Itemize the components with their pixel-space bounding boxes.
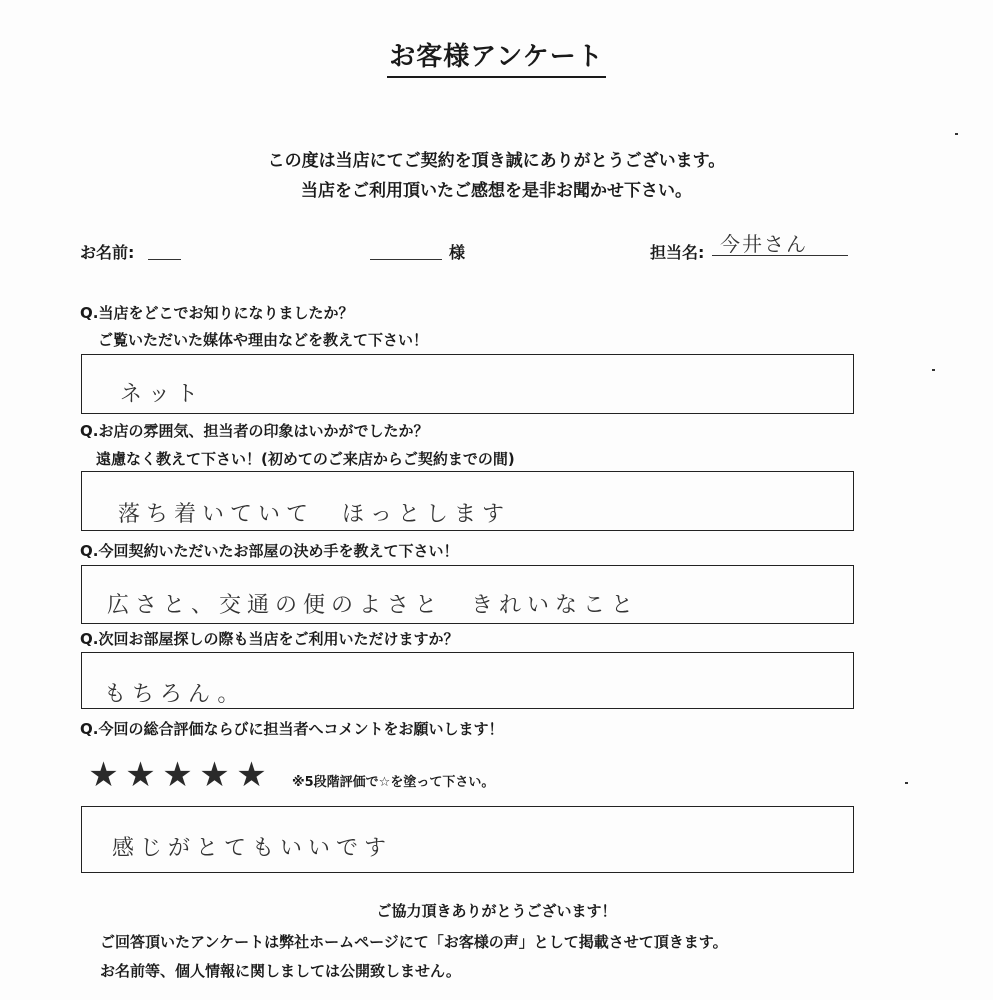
question-2-line-2: 遠慮なく教えて下さい！(初めてのご来店からご契約までの間) [96,450,515,468]
rating-stars [86,755,271,795]
answer-box-4 [81,652,854,709]
answer-box-3 [81,565,854,624]
star-icon: ★ [199,755,232,795]
answer-box-1 [81,354,854,414]
question-1-line-2: ご覧いただいた媒体や理由などを教えて下さい！ [98,331,429,349]
scan-speck [932,369,935,371]
footer-line-2: お名前等、個人情報に関しましては公開致しません。 [100,962,461,980]
scan-speck [955,133,958,135]
footer-line-1: ご回答頂いたアンケートは弊社ホームページにて「お客様の声」として掲載させて頂きます。 [100,933,728,951]
survey-title [0,36,993,78]
answer-3-handwritten: 広さと、交通の便のよさと きれいなこと [107,593,640,618]
name-label: お名前: [80,243,135,262]
star-icon: ★ [88,755,121,795]
staff-name-handwritten: 今井さん [720,232,808,256]
name-underline-left [148,259,181,260]
question-1-line-1: Q.当店をどこでお知りになりましたか？ [80,304,354,322]
rating-note: ※5段階評価で☆を塗って下さい。 [292,775,495,790]
intro-line-1: この度は当店にてご契約を頂き誠にありがとうございます。 [267,151,726,171]
answer-2-handwritten: 落ち着いていて ほっとします [118,502,511,527]
star-icon: ★ [125,755,158,795]
answer-1-handwritten: ネット [120,382,205,407]
question-4: Q.次回お部屋探しの際も当店をご利用いただけますか？ [80,630,459,648]
answer-5-handwritten: 感じがとてもいいです [112,836,393,861]
intro-line-2: 当店をご利用頂いたご感想を是非お聞かせ下さい。 [301,181,692,201]
question-5: Q.今回の総合評価ならびに担当者へコメントをお願いします！ [80,720,504,738]
staff-label: 担当名: [650,243,705,262]
answer-box-2 [81,471,854,531]
survey-title-text: お客様アンケート [387,36,605,78]
footer-thanks: ご協力頂きありがとうございます！ [376,902,617,920]
scan-speck [905,782,908,784]
honorific-label: 様 [449,243,466,262]
staff-underline [712,255,848,256]
name-underline-right [370,259,442,260]
question-2-line-1: Q.お店の雰囲気、担当者の印象はいかがでしたか？ [80,422,429,440]
star-icon: ★ [236,755,269,795]
answer-4-handwritten: もちろん。 [104,682,246,707]
answer-box-5 [81,806,854,873]
question-3: Q.今回契約いただいたお部屋の決め手を教えて下さい！ [80,542,459,560]
star-icon: ★ [162,755,195,795]
